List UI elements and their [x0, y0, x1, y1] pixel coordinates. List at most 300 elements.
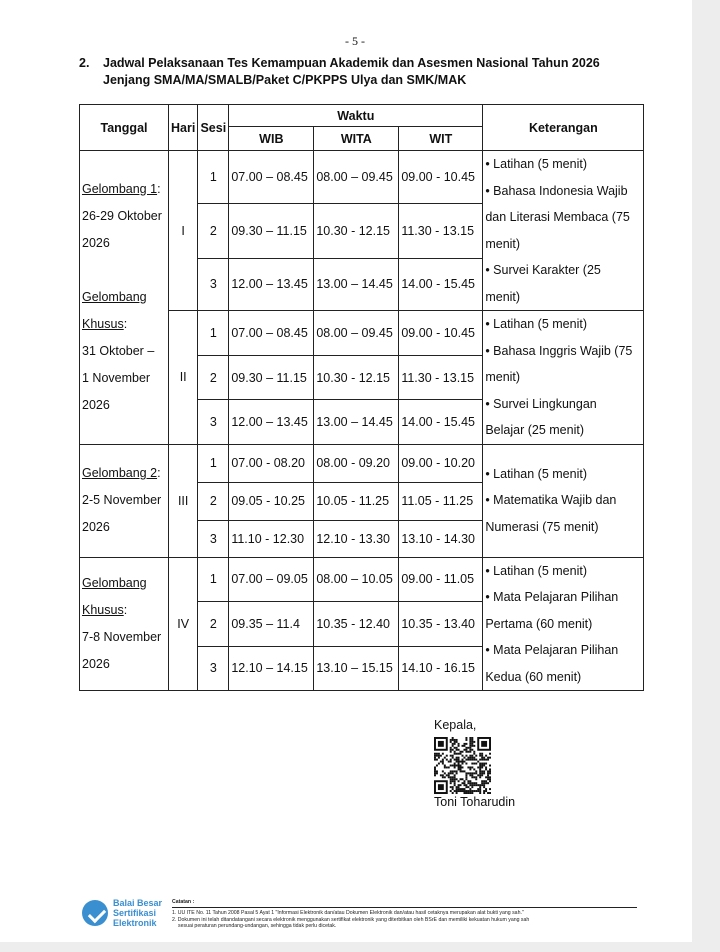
qr-module [467, 766, 469, 768]
qr-module [454, 747, 456, 749]
qr-module [469, 757, 471, 759]
qr-module [442, 753, 444, 755]
qr-module [465, 778, 467, 780]
qr-module [487, 792, 489, 794]
heading-line-2: Jenjang SMA/MA/SMALB/Paket C/PKPPS Ulya dan SMK/MAK [103, 73, 467, 87]
qr-module [454, 790, 456, 792]
qr-module [448, 774, 450, 776]
qr-module [450, 739, 452, 741]
qr-module [489, 778, 491, 780]
qr-module [469, 759, 471, 761]
qr-module [458, 761, 460, 763]
qr-module [469, 739, 471, 741]
tanggal-text: 2026 [82, 235, 110, 250]
qr-module [481, 757, 483, 759]
qr-module [456, 757, 458, 759]
qr-module [481, 763, 483, 765]
qr-module [452, 780, 454, 782]
qr-module [454, 741, 456, 743]
qr-module [458, 759, 460, 761]
schedule-table [79, 104, 644, 691]
qr-module [469, 790, 471, 792]
qr-module [454, 739, 456, 741]
qr-module [475, 778, 477, 780]
qr-module [471, 757, 473, 759]
qr-module [469, 766, 471, 768]
qr-module [452, 737, 454, 739]
footer-rule [172, 907, 637, 908]
qr-module [442, 759, 444, 761]
qr-module [469, 774, 471, 776]
qr-module [469, 737, 471, 739]
qr-module [471, 755, 473, 757]
qr-module [458, 790, 460, 792]
qr-module [479, 774, 481, 776]
qr-module [452, 776, 454, 778]
qr-module [463, 761, 465, 763]
qr-module [434, 755, 436, 757]
qr-module [454, 751, 456, 753]
qr-module [462, 770, 464, 772]
qr-module [458, 788, 460, 790]
qr-module [467, 759, 469, 761]
qr-module [471, 786, 473, 788]
qr-module [473, 759, 475, 761]
keterangan-cell [483, 444, 644, 557]
hari-cell: IV [169, 557, 198, 691]
qr-module [450, 772, 452, 774]
note-1: 1. UU ITE No. 11 Tahun 2008 Pasal 5 Ayat 1 "Informasi Elektronik dan/atau Dokumen Elektronik dan/atau hasil cetaknya merupakan alat bukti yang sah." [172, 910, 524, 917]
qr-module [473, 782, 475, 784]
qr-module [481, 765, 483, 767]
qr-module [438, 757, 440, 759]
qr-module [479, 770, 481, 772]
qr-module [479, 786, 481, 788]
qr-module [450, 749, 452, 751]
sesi-cell: 2 [198, 602, 229, 647]
qr-module [458, 786, 460, 788]
qr-module [483, 763, 485, 765]
wib-cell: 09.30 – 11.15 [229, 204, 314, 258]
qr-module [452, 778, 454, 780]
qr-module [458, 753, 460, 755]
qr-module [454, 770, 456, 772]
qr-module [481, 780, 483, 782]
qr-module [467, 751, 469, 753]
qr-module [456, 761, 458, 763]
qr-module [473, 784, 475, 786]
qr-module [452, 788, 454, 790]
qr-module [454, 774, 456, 776]
qr-module [471, 784, 473, 786]
qr-module [440, 755, 442, 757]
qr-module [454, 766, 456, 768]
qr-module [462, 782, 464, 784]
wib-cell: 12.00 – 13.45 [229, 400, 314, 444]
wib-cell: 07.00 – 09.05 [229, 557, 314, 602]
qr-module [452, 749, 454, 751]
wit-cell: 10.35 - 13.40 [399, 602, 483, 647]
qr-module [462, 778, 464, 780]
qr-module [481, 766, 483, 768]
qr-module [450, 780, 452, 782]
qr-module [458, 745, 460, 747]
qr-module [467, 757, 469, 759]
qr-module [469, 772, 471, 774]
note-2b: sesuai peraturan perundang-undangan, sehingga tidak perlu dicetak. [178, 922, 337, 929]
qr-module [479, 755, 481, 757]
qr-module [469, 751, 471, 753]
qr-module [479, 763, 481, 765]
keterangan-line: • Bahasa Inggris Wajib (75 [485, 343, 633, 358]
qr-module [473, 763, 475, 765]
qr-module [454, 780, 456, 782]
qr-module [452, 772, 454, 774]
qr-module [487, 770, 489, 772]
qr-module [456, 741, 458, 743]
qr-module [434, 774, 436, 776]
keterangan-line: • Latihan (5 menit) [485, 317, 587, 331]
qr-module [473, 768, 475, 770]
qr-module [452, 745, 454, 747]
qr-module [483, 780, 485, 782]
qr-module [450, 786, 452, 788]
qr-module [473, 772, 475, 774]
qr-module [483, 772, 485, 774]
qr-module [450, 741, 452, 743]
qr-module [481, 782, 483, 784]
qr-module [440, 761, 442, 763]
qr-module [465, 776, 467, 778]
qr-module [465, 755, 467, 757]
qr-module [471, 737, 473, 739]
qr-module [469, 784, 471, 786]
qr-module [473, 741, 475, 743]
table-row [80, 151, 644, 204]
qr-module [467, 747, 469, 749]
qr-module [483, 765, 485, 767]
qr-module [450, 782, 452, 784]
wib-cell: 09.05 - 10.25 [229, 482, 314, 520]
qr-module [479, 792, 481, 794]
qr-module [440, 774, 442, 776]
signature-title: Kepala, [434, 718, 477, 732]
qr-module [452, 765, 454, 767]
qr-module [454, 782, 456, 784]
keterangan-line: dan Literasi Membaca (75 [485, 210, 630, 224]
qr-module [481, 770, 483, 772]
qr-module [489, 753, 491, 755]
sesi-cell: 3 [198, 400, 229, 444]
qr-module [465, 774, 467, 776]
qr-module [489, 776, 491, 778]
header-sesi: Sesi [198, 105, 229, 151]
qr-module [487, 782, 489, 784]
qr-module [489, 772, 491, 774]
wit-cell: 11.05 - 11.25 [399, 482, 483, 520]
tanggal-text: 2026 [82, 520, 110, 534]
qr-module [489, 757, 491, 759]
keterangan-line: Numerasi (75 menit) [485, 519, 599, 534]
wib-cell: 09.35 – 11.4 [229, 602, 314, 647]
qr-module [462, 755, 464, 757]
qr-module [444, 766, 446, 768]
sesi-cell: 3 [198, 258, 229, 310]
qr-module [465, 743, 467, 745]
qr-module [456, 778, 458, 780]
qr-module [454, 763, 456, 765]
qr-module [483, 786, 485, 788]
qr-module [436, 753, 438, 755]
qr-module [473, 745, 475, 747]
qr-module [460, 790, 462, 792]
keterangan-cell [483, 311, 644, 445]
qr-module [485, 780, 487, 782]
keterangan-line: • Survei Karakter (25 [485, 263, 601, 277]
qr-module [467, 780, 469, 782]
qr-module [463, 757, 465, 759]
qr-module [479, 790, 481, 792]
qr-module [483, 757, 485, 759]
bsre-logo-icon [82, 900, 108, 926]
header-wit: WIT [399, 127, 483, 151]
qr-module [450, 761, 452, 763]
qr-module [450, 765, 452, 767]
heading-line-1: Jadwal Pelaksanaan Tes Kemampuan Akademik dan Asesmen Nasional Tahun 2026 [103, 56, 600, 70]
keterangan-line: Pertama (60 menit) [485, 616, 593, 631]
qr-module [452, 770, 454, 772]
qr-module [481, 755, 483, 757]
wit-cell: 09.00 - 10.45 [399, 311, 483, 356]
qr-module [471, 759, 473, 761]
qr-module [467, 790, 469, 792]
qr-module [454, 753, 456, 755]
qr-module [458, 743, 460, 745]
qr-module [452, 757, 454, 759]
keterangan-line: Kedua (60 menit) [485, 669, 582, 684]
qr-module [434, 759, 436, 761]
qr-module [434, 770, 436, 772]
qr-module [456, 786, 458, 788]
qr-module [475, 770, 477, 772]
tanggal-text: 2026 [82, 397, 110, 412]
qr-module [450, 770, 452, 772]
sesi-cell: 1 [198, 151, 229, 204]
wit-cell: 13.10 - 14.30 [399, 520, 483, 557]
tanggal-cell [80, 151, 169, 445]
qr-module [479, 784, 481, 786]
qr-module [456, 790, 458, 792]
qr-module [444, 757, 446, 759]
qr-module [442, 776, 444, 778]
qr-module [479, 766, 481, 768]
page-number: - 5 - [345, 34, 365, 48]
qr-module [448, 776, 450, 778]
qr-module [487, 776, 489, 778]
logo-line-3: Elektronik [113, 918, 157, 928]
qr-module [479, 772, 481, 774]
qr-module [487, 772, 489, 774]
signature-name: Toni Toharudin [434, 795, 516, 809]
qr-module [462, 751, 464, 753]
tanggal-text: : [123, 602, 128, 617]
qr-module [469, 749, 471, 751]
keterangan-line: menit) [485, 370, 521, 384]
qr-module [473, 776, 475, 778]
qr-module [483, 784, 485, 786]
qr-module [469, 780, 471, 782]
qr-module [469, 768, 471, 770]
qr-module [448, 761, 450, 763]
qr-module [463, 780, 465, 782]
tanggal-text: 31 Oktober – [82, 343, 155, 358]
keterangan-line: • Bahasa Indonesia Wajib [485, 183, 628, 198]
qr-module [460, 751, 462, 753]
qr-module [477, 766, 479, 768]
qr-module [471, 772, 473, 774]
qr-module [462, 790, 464, 792]
qr-module [456, 747, 458, 749]
wit-cell: 09.00 - 10.45 [399, 151, 483, 204]
qr-module [456, 759, 458, 761]
qr-module [434, 772, 436, 774]
header-tanggal: Tanggal [80, 105, 169, 151]
hari-cell: II [169, 311, 198, 445]
qr-module [458, 780, 460, 782]
keterangan-line: • Latihan (5 menit) [485, 466, 587, 481]
qr-module [485, 776, 487, 778]
qr-module [460, 753, 462, 755]
qr-module [483, 770, 485, 772]
qr-module [434, 768, 436, 770]
qr-module [471, 745, 473, 747]
qr-module [450, 751, 452, 753]
wib-cell: 07.00 - 08.20 [229, 444, 314, 482]
qr-module [473, 757, 475, 759]
qr-module [469, 747, 471, 749]
qr-module [481, 741, 487, 747]
sesi-cell: 1 [198, 311, 229, 356]
qr-module [444, 776, 446, 778]
qr-module [452, 755, 454, 757]
qr-module [475, 759, 477, 761]
qr-module [460, 768, 462, 770]
qr-module [479, 768, 481, 770]
qr-module [456, 770, 458, 772]
qr-module [465, 763, 467, 765]
qr-module [460, 770, 462, 772]
wita-cell: 10.35 - 12.40 [314, 602, 399, 647]
qr-module [458, 766, 460, 768]
qr-module [452, 743, 454, 745]
qr-module [462, 766, 464, 768]
qr-module [434, 766, 436, 768]
tanggal-text: : [157, 181, 161, 196]
qr-module [458, 757, 460, 759]
qr-module [487, 774, 489, 776]
tanggal-text: Gelombang [82, 575, 147, 590]
qr-module [463, 790, 465, 792]
qr-module [462, 745, 464, 747]
tanggal-cell [80, 444, 169, 557]
qr-module [481, 759, 483, 761]
qr-module [481, 753, 483, 755]
header-hari: Hari [169, 105, 198, 151]
keterangan-cell [483, 557, 644, 691]
qr-module [436, 770, 438, 772]
keterangan-line: • Mata Pelajaran Pilihan [485, 590, 619, 604]
qr-module [442, 770, 444, 772]
wita-cell: 08.00 – 09.45 [314, 151, 399, 204]
sesi-cell: 1 [198, 557, 229, 602]
qr-module [458, 768, 460, 770]
qr-module [465, 737, 467, 739]
qr-module [436, 765, 438, 767]
keterangan-cell [483, 151, 644, 311]
qr-module [456, 749, 458, 751]
wit-cell: 14.00 - 15.45 [399, 400, 483, 444]
table-row [80, 557, 644, 602]
tanggal-text: Gelombang 1 [82, 181, 158, 196]
qr-module [465, 739, 467, 741]
qr-module [456, 788, 458, 790]
wit-cell: 14.10 - 16.15 [399, 646, 483, 691]
qr-module [436, 755, 438, 757]
qr-module [473, 790, 475, 792]
qr-module [450, 755, 452, 757]
qr-module [485, 768, 487, 770]
qr-module [438, 784, 444, 790]
qr-module [477, 788, 479, 790]
qr-module [446, 759, 448, 761]
tanggal-text: Khusus [82, 316, 124, 331]
qr-module [469, 745, 471, 747]
qr-module [467, 786, 469, 788]
qr-module [462, 788, 464, 790]
qr-module [450, 776, 452, 778]
qr-module [485, 766, 487, 768]
qr-module [473, 753, 475, 755]
wib-cell: 11.10 - 12.30 [229, 520, 314, 557]
wita-cell: 13.10 – 15.15 [314, 646, 399, 691]
hari-cell: III [169, 444, 198, 557]
wib-cell: 12.10 – 14.15 [229, 646, 314, 691]
wib-cell: 09.30 – 11.15 [229, 356, 314, 400]
qr-module [487, 757, 489, 759]
qr-module [483, 790, 485, 792]
qr-module [458, 749, 460, 751]
qr-module [446, 766, 448, 768]
qr-module [434, 753, 436, 755]
wita-cell: 13.00 – 14.45 [314, 258, 399, 310]
wita-cell: 13.00 – 14.45 [314, 400, 399, 444]
qr-module [481, 774, 483, 776]
qr-module [436, 772, 438, 774]
keterangan-line: • Latihan (5 menit) [485, 563, 587, 578]
qr-module [479, 776, 481, 778]
qr-module [465, 772, 467, 774]
qr-module [462, 761, 464, 763]
sesi-cell: 3 [198, 520, 229, 557]
qr-module [454, 759, 456, 761]
qr-module [475, 763, 477, 765]
qr-module [454, 765, 456, 767]
qr-module [460, 788, 462, 790]
wita-cell: 10.05 - 11.25 [314, 482, 399, 520]
qr-module [448, 772, 450, 774]
qr-module [471, 790, 473, 792]
qr-code [434, 737, 491, 794]
